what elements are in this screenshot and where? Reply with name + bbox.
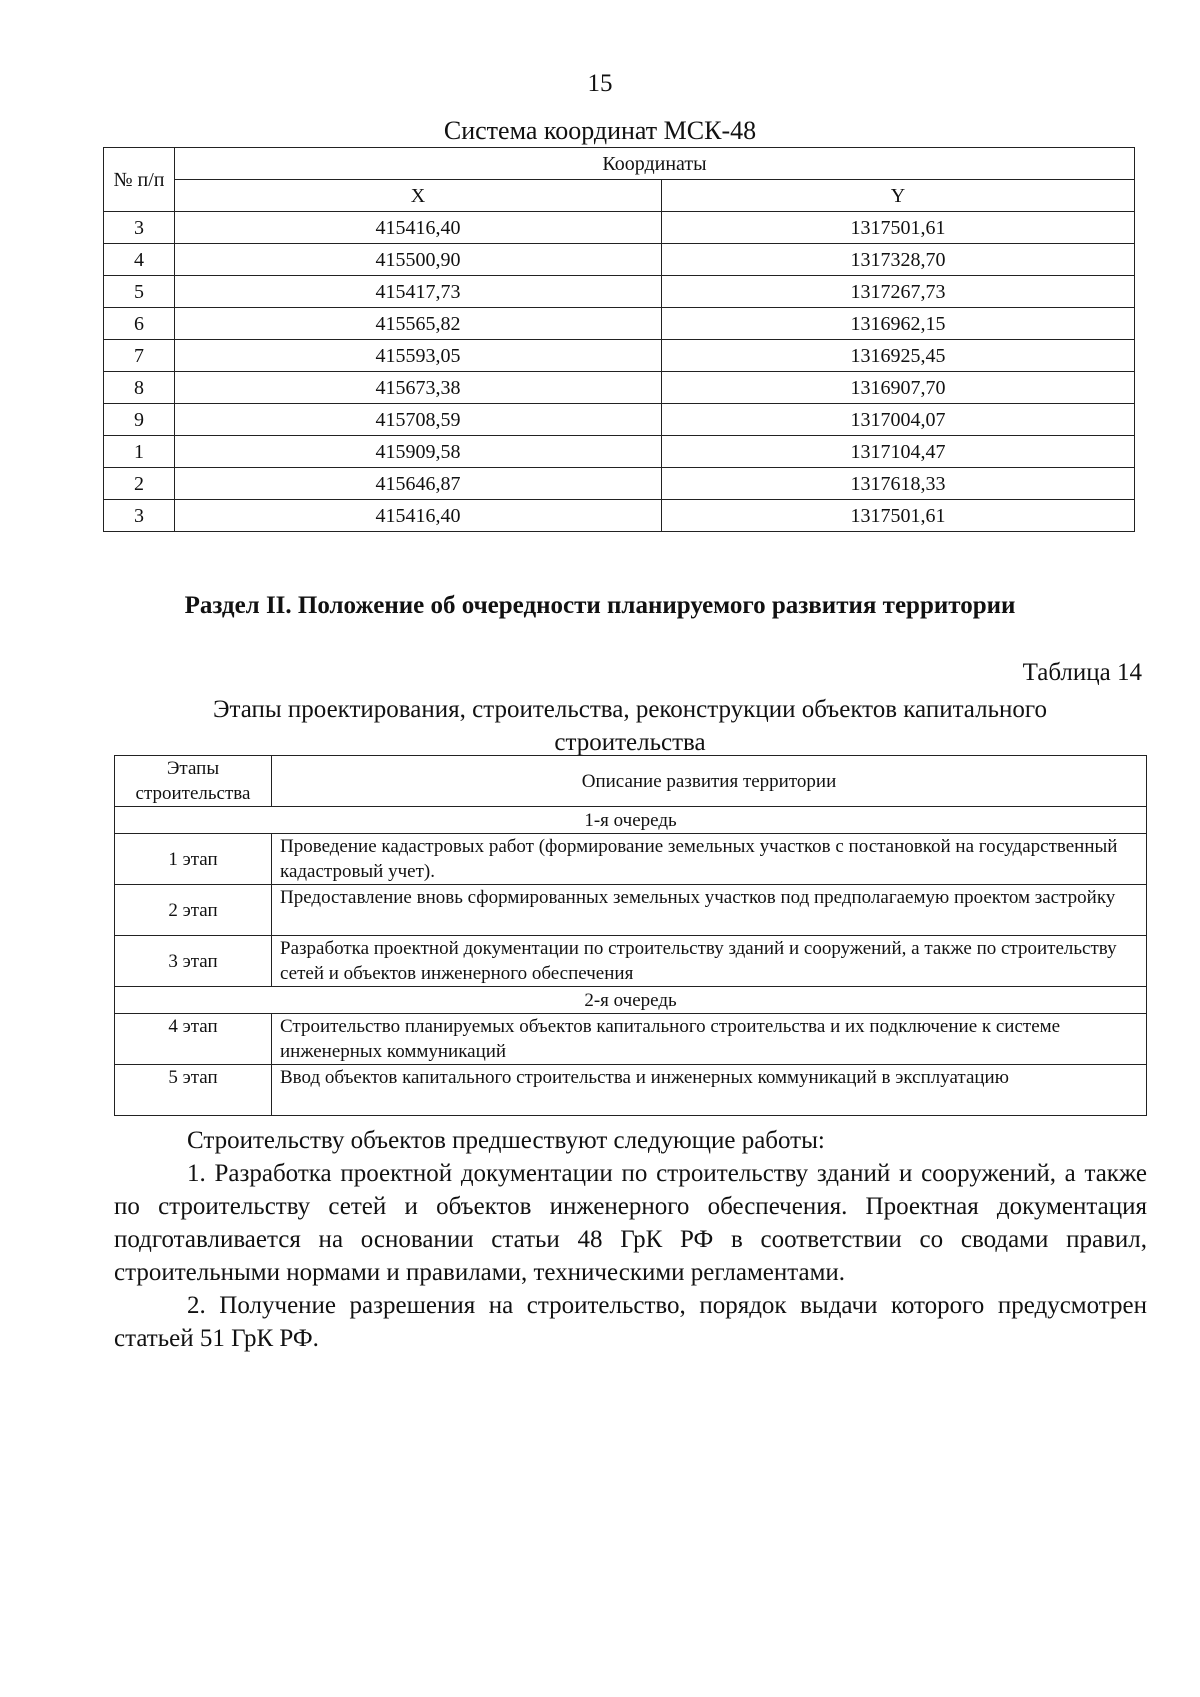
- table-row: [115, 1014, 1147, 1065]
- stage-description: Строительство планируемых объектов капитального строительства и их подключение к системе инженерных коммуникаций: [272, 1014, 1147, 1065]
- coordinate-system-title: Система координат МСК-48: [443, 116, 757, 145]
- point-number: 2: [104, 468, 175, 500]
- point-number: 9: [104, 404, 175, 436]
- y-value: 1317104,47: [662, 436, 1135, 468]
- header-coordinates: Координаты: [175, 148, 1135, 180]
- stage-label: 2 этап: [115, 885, 272, 936]
- stage-label: 1 этап: [115, 834, 272, 885]
- y-value: 1317618,33: [662, 468, 1135, 500]
- paragraph-item-2: 2. Получение разрешения на строительство, порядок выдачи которого предусмотрен статьей 51 ГрК РФ.: [114, 1292, 1147, 1352]
- table-row: [104, 340, 1135, 372]
- page-number: 15: [587, 70, 613, 97]
- stages-table: [114, 755, 1147, 1116]
- table-row: [104, 436, 1135, 468]
- coordinates-table: [103, 147, 1135, 532]
- y-value: 1316925,45: [662, 340, 1135, 372]
- table-row: [115, 1065, 1147, 1116]
- point-number: 4: [104, 244, 175, 276]
- x-value: 415909,58: [175, 436, 662, 468]
- stage-label: 4 этап: [115, 1014, 272, 1065]
- x-value: 415565,82: [175, 308, 662, 340]
- y-value: 1316907,70: [662, 372, 1135, 404]
- x-value: 415416,40: [175, 212, 662, 244]
- point-number: 6: [104, 308, 175, 340]
- point-number: 3: [104, 212, 175, 244]
- stage-description: Предоставление вновь сформированных земельных участков под предполагаемую проектом застройку: [272, 885, 1147, 936]
- x-value: 415673,38: [175, 372, 662, 404]
- stage-label: 3 этап: [115, 936, 272, 987]
- point-number: 5: [104, 276, 175, 308]
- x-value: 415708,59: [175, 404, 662, 436]
- x-value: 415500,90: [175, 244, 662, 276]
- table-row: [104, 372, 1135, 404]
- table-row: [115, 834, 1147, 885]
- stage-description: Разработка проектной документации по строительству зданий и сооружений, а также по строительству сетей и объектов инженерного обеспечения: [272, 936, 1147, 987]
- table-row: [104, 244, 1135, 276]
- y-value: 1317501,61: [662, 212, 1135, 244]
- table-row: [104, 500, 1135, 532]
- y-value: 1316962,15: [662, 308, 1135, 340]
- table-number: Таблица 14: [1022, 659, 1142, 686]
- x-value: 415593,05: [175, 340, 662, 372]
- table-row: [104, 308, 1135, 340]
- body-text: [114, 1124, 1147, 1355]
- point-number: 7: [104, 340, 175, 372]
- table-row: [104, 212, 1135, 244]
- x-value: 415646,87: [175, 468, 662, 500]
- header-stages: Этапы строительства: [115, 756, 272, 807]
- queue-2-label: 2-я очередь: [115, 987, 1147, 1014]
- queue-row: [115, 987, 1147, 1014]
- point-number: 3: [104, 500, 175, 532]
- stages-table-title: Этапы проектирования, строительства, реконструкции объектов капитального строительства: [212, 696, 1048, 756]
- table-row: [115, 936, 1147, 987]
- table-row: [115, 885, 1147, 936]
- header-x: X: [175, 180, 662, 212]
- section-heading: Раздел II. Положение об очередности планируемого развития территории: [184, 592, 1016, 619]
- stage-description: Ввод объектов капитального строительства и инженерных коммуникаций в эксплуатацию: [272, 1065, 1147, 1116]
- point-number: 8: [104, 372, 175, 404]
- point-number: 1: [104, 436, 175, 468]
- stage-label: 5 этап: [115, 1065, 272, 1116]
- paragraph-item-1: 1. Разработка проектной документации по строительству зданий и сооружений, а также по строительству сетей и объектов инженерного обеспечения. Проектная документация подготавливается на основании статьи 48 ГрК РФ в соответствии со сводами правил, строительными нормами и правилами, техническими регламентами.: [114, 1160, 1147, 1286]
- queue-row: [115, 807, 1147, 834]
- header-description: Описание развития территории: [272, 756, 1147, 807]
- table-row: [104, 276, 1135, 308]
- table-row: [104, 468, 1135, 500]
- y-value: 1317267,73: [662, 276, 1135, 308]
- stage-description: Проведение кадастровых работ (формирование земельных участков с постановкой на государственный кадастровый учет).: [272, 834, 1147, 885]
- header-y: Y: [662, 180, 1135, 212]
- queue-1-label: 1-я очередь: [115, 807, 1147, 834]
- x-value: 415417,73: [175, 276, 662, 308]
- y-value: 1317328,70: [662, 244, 1135, 276]
- header-number: № п/п: [104, 148, 175, 212]
- y-value: 1317501,61: [662, 500, 1135, 532]
- intro-paragraph: Строительству объектов предшествуют следующие работы:: [187, 1127, 825, 1154]
- x-value: 415416,40: [175, 500, 662, 532]
- y-value: 1317004,07: [662, 404, 1135, 436]
- table-row: [104, 404, 1135, 436]
